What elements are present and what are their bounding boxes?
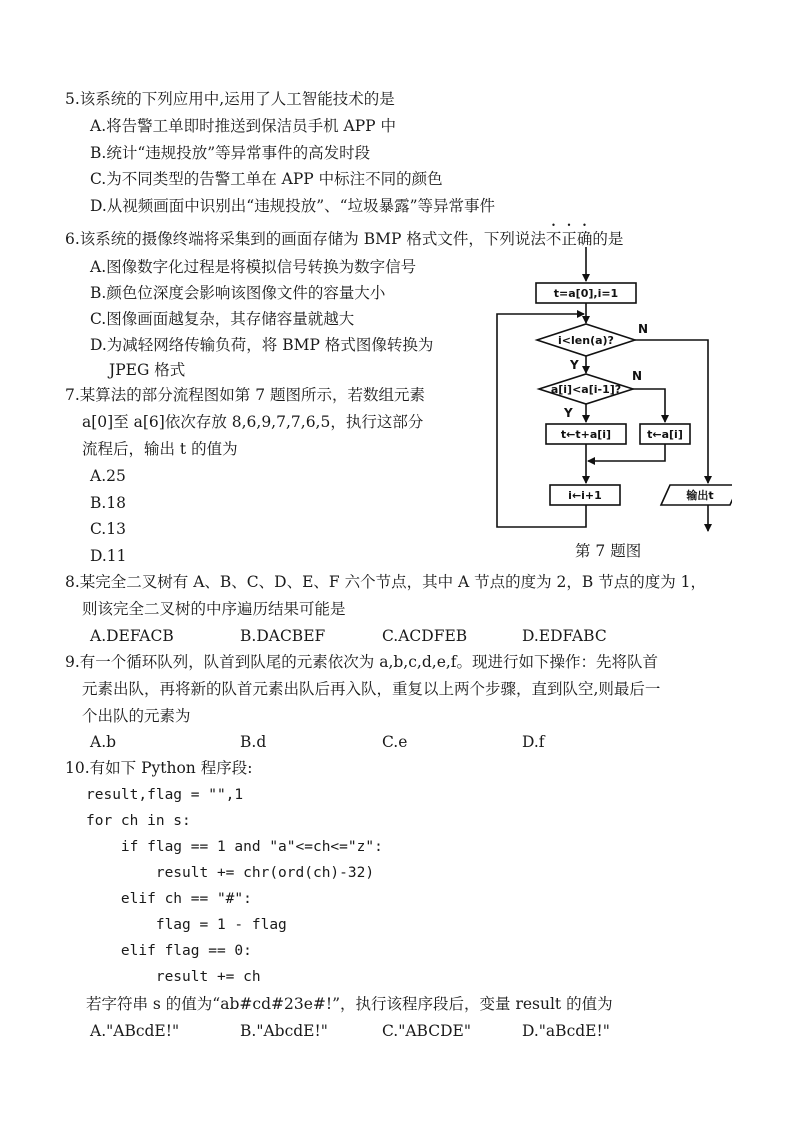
code-line: flag = 1 - flag [86, 917, 287, 933]
code-line: elif flag == 0: [86, 943, 252, 959]
q9-stem-line2: 元素出队，再将新的队首元素出队后再入队，重复以上两个步骤，直到队空,则最后一 [82, 680, 661, 698]
flow-box-left-text: t←t+a[i] [560, 428, 612, 441]
q5-option-d[interactable]: D.从视频画面中识别出“违规投放”、“垃圾暴露”等异常事件 [90, 197, 495, 215]
q8-option-a[interactable]: A.DEFACB [90, 627, 174, 645]
flow-label-y2: Y [564, 406, 573, 420]
q5-option-c[interactable]: C.为不同类型的告警工单在 APP 中标注不同的颜色 [90, 170, 443, 188]
q5-option-b[interactable]: B.统计“违规投放”等异常事件的高发时段 [90, 144, 371, 162]
q9-option-c[interactable]: C.e [382, 733, 408, 751]
code-line: for ch in s: [86, 813, 191, 829]
q9-options [0, 731, 794, 753]
q6-option-b[interactable]: B.颜色位深度会影响该图像文件的容量大小 [90, 284, 386, 302]
q7-figure-caption: 第 7 题图 [575, 542, 642, 560]
q7-flowchart [492, 247, 732, 537]
q5-stem: 5.该系统的下列应用中,运用了人工智能技术的是 [65, 90, 395, 108]
q9-option-a[interactable]: A.b [90, 733, 117, 751]
flow-inc-text: i←i+1 [568, 489, 602, 502]
q6-option-c[interactable]: C.图像画面越复杂，其存储容量就越大 [90, 310, 355, 328]
flow-label-n2: N [632, 369, 643, 383]
q7-option-c[interactable]: C.13 [90, 520, 126, 538]
q9-stem-line1: 9.有一个循环队列，队首到队尾的元素依次为 a,b,c,d,e,f。现进行如下操作：先将队首 [65, 653, 659, 671]
code-line: result,flag = "",1 [86, 787, 244, 803]
flow-output-text: 输出t [686, 489, 714, 502]
code-line: if flag == 1 and "a"<=ch<="z": [86, 839, 383, 855]
flow-box-right-text: t←a[i] [647, 428, 683, 441]
code-line: result += chr(ord(ch)-32) [86, 865, 375, 881]
q6-stem: 6.该系统的摄像终端将采集到的画面存储为 BMP 格式文件，下列说法不正确的是 [65, 230, 624, 248]
q5-option-a[interactable]: A.将告警工单即时推送到保洁员手机 APP 中 [90, 117, 397, 135]
q9-option-b[interactable]: B.d [240, 733, 267, 751]
q10-option-b[interactable]: B."AbcdE!" [240, 1022, 328, 1040]
q10-option-a[interactable]: A."ABcdE!" [90, 1022, 180, 1040]
q10-option-d[interactable]: D."aBcdE!" [522, 1022, 610, 1040]
code-line: elif ch == "#": [86, 891, 252, 907]
flow-no-path2 [633, 389, 665, 422]
q7-option-b[interactable]: B.18 [90, 494, 127, 512]
q6-option-a[interactable]: A.图像数字化过程是将模拟信号转换为数字信号 [90, 258, 417, 276]
q8-option-b[interactable]: B.DACBEF [240, 627, 326, 645]
q10-option-c[interactable]: C."ABCDE" [382, 1022, 471, 1040]
q6-emphasis: 不正确 [545, 230, 593, 248]
q8-stem-line2: 则该完全二叉树的中序遍历结果可能是 [82, 600, 346, 618]
q7-option-d[interactable]: D.11 [90, 547, 127, 565]
q10-options [0, 1020, 794, 1042]
q8-options [0, 625, 794, 647]
q10-question: 若字符串 s 的值为“ab#cd#23e#!”，执行该程序段后，变量 result 的值为 [86, 995, 613, 1013]
q7-option-a[interactable]: A.25 [90, 467, 126, 485]
q7-stem-line1: 7.某算法的部分流程图如第 7 题图所示，若数组元素 [65, 386, 426, 404]
q7-stem-line2: a[0]至 a[6]依次存放 8,6,9,7,7,6,5，执行这部分 [82, 413, 424, 431]
flow-init-text: t=a[0],i=1 [553, 287, 619, 300]
q8-option-d[interactable]: D.EDFABC [522, 627, 607, 645]
q7-stem-line3: 流程后，输出 t 的值为 [82, 440, 238, 458]
flow-cond2-text: a[i]<a[i-1]? [550, 383, 622, 396]
q10-stem: 10.有如下 Python 程序段: [65, 759, 253, 777]
q9-stem-line3: 个出队的元素为 [82, 707, 191, 725]
flow-cond1-text: i<len(a)? [558, 334, 614, 347]
code-line: result += ch [86, 969, 261, 985]
flow-label-n1: N [638, 322, 649, 336]
q6-option-d[interactable]: D.为减轻网络传输负荷，将 BMP 格式图像转换为 [90, 336, 434, 354]
flow-label-y1: Y [570, 358, 579, 372]
q9-option-d[interactable]: D.f [522, 733, 545, 751]
q6-option-d-cont: JPEG 格式 [109, 361, 186, 379]
q8-stem-line1: 8.某完全二叉树有 A、B、C、D、E、F 六个节点，其中 A 节点的度为 2，B 节点的度为 1， [65, 573, 707, 591]
flow-merge [588, 444, 665, 461]
q8-option-c[interactable]: C.ACDFEB [382, 627, 468, 645]
